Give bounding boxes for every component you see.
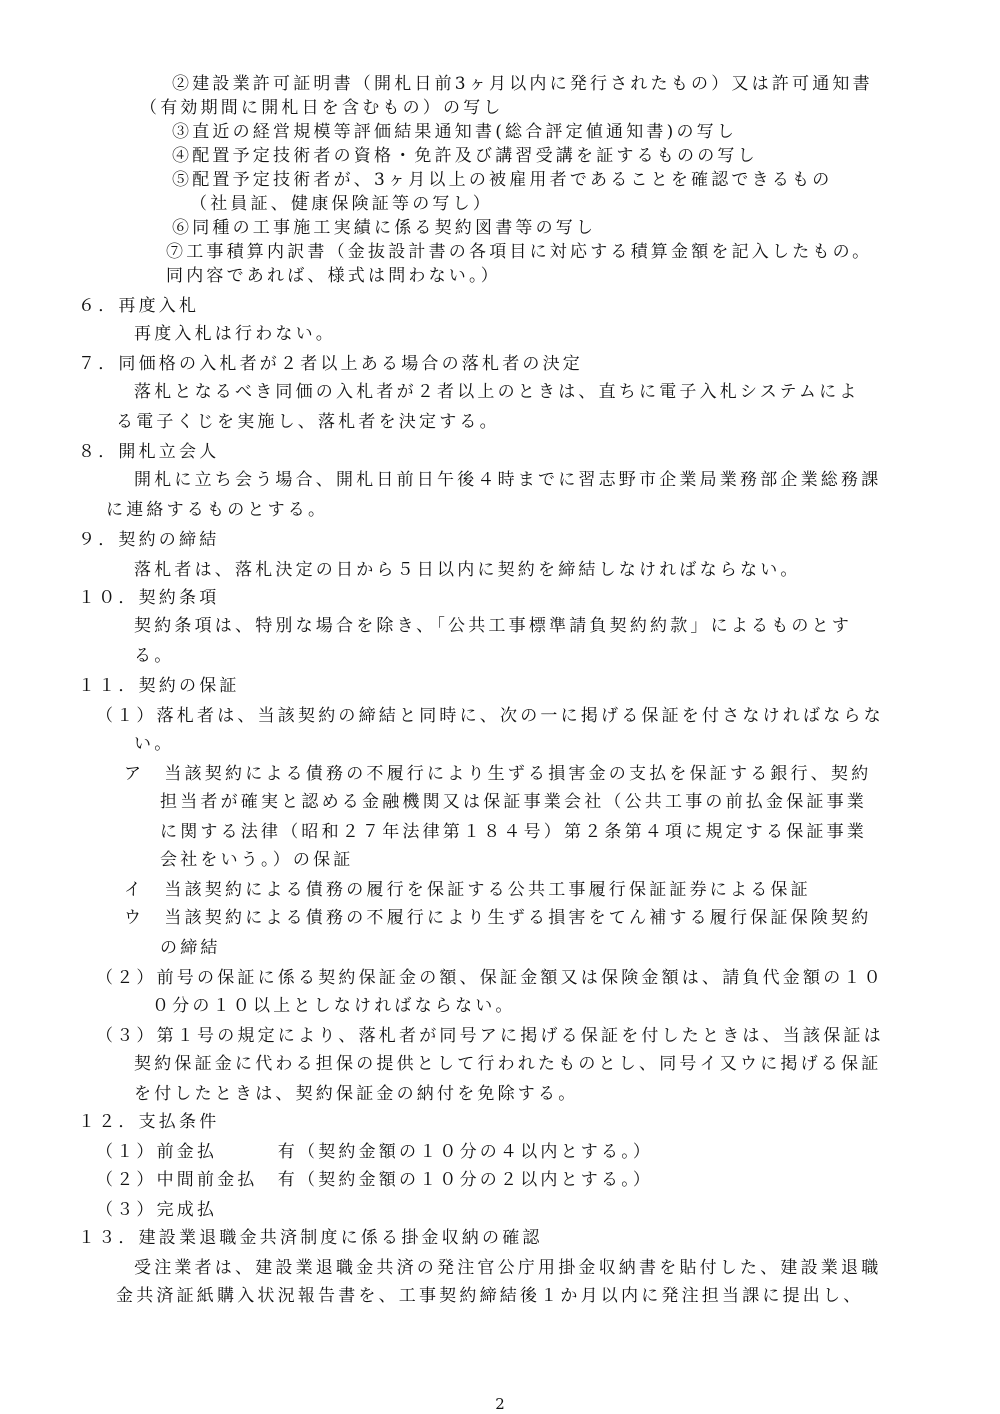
text-line: る電子くじを実施し、落札者を決定する。 (116, 412, 500, 432)
text-line: ０分の１０以上としなければならない。 (152, 996, 516, 1016)
text-line: 再度入札は行わない。 (134, 324, 336, 344)
text-line: 開札に立ち会う場合、開札日前日午後４時までに習志野市企業局業務部企業総務課 (134, 470, 882, 490)
text-line: ⑤配置予定技術者が、3ヶ月以上の被雇用者であることを確認できるもの (172, 170, 833, 190)
text-line: （２）前号の保証に係る契約保証金の額、保証金額又は保険金額は、請負代金額の１０ (96, 968, 884, 988)
text-line: （社員証、健康保険証等の写し） (190, 194, 493, 214)
text-line: （１）落札者は、当該契約の締結と同時に、次の一に掲げる保証を付さなければならな (96, 706, 884, 726)
text-line: 同内容であれば、様式は問わない。） (166, 266, 501, 286)
text-line: イ 当該契約による債務の履行を保証する公共工事履行保証証券による保証 (124, 880, 811, 900)
section-heading: ７．同価格の入札者が２者以上ある場合の落札者の決定 (78, 354, 583, 374)
text-line: ②建設業許可証明書（開札日前3ヶ月以内に発行されたもの）又は許可通知書 (172, 74, 873, 94)
section-heading: ８．開札立会人 (78, 442, 220, 462)
text-line: る。 (134, 646, 175, 666)
text-line: を付したときは、契約保証金の納付を免除する。 (134, 1084, 579, 1104)
text-line: （２）中間前金払 有（契約金額の１０分の２以内とする。） (96, 1170, 654, 1190)
text-line: に連絡するものとする。 (106, 500, 329, 520)
text-line: い。 (134, 734, 175, 754)
text-line: 契約保証金に代わる担保の提供として行われたものとし、同号イ又ウに掲げる保証 (134, 1054, 882, 1074)
text-line: 受注業者は、建設業退職金共済の発注官公庁用掛金収納書を貼付した、建設業退職 (134, 1258, 882, 1278)
page-number: 2 (495, 1395, 505, 1413)
text-line: ウ 当該契約による債務の不履行により生ずる損害をてん補する履行保証保険契約 (124, 908, 872, 928)
section-heading: １１．契約の保証 (78, 676, 240, 696)
text-line: 金共済証紙購入状況報告書を、工事契約締結後１か月以内に発注担当課に提出し、 (116, 1286, 864, 1306)
text-line: 会社をいう。）の保証 (160, 850, 354, 870)
section-heading: １３．建設業退職金共済制度に係る掛金収納の確認 (78, 1228, 543, 1248)
text-line: （３）第１号の規定により、落札者が同号アに掲げる保証を付したときは、当該保証は (96, 1026, 884, 1046)
text-line: 担当者が確実と認める金融機関又は保証事業会社（公共工事の前払金保証事業 (160, 792, 867, 812)
text-line: に関する法律（昭和２７年法律第１８４号）第２条第４項に規定する保証事業 (160, 822, 867, 842)
section-heading: ６．再度入札 (78, 296, 200, 316)
text-line: （１）前金払 有（契約金額の１０分の４以内とする。） (96, 1142, 654, 1162)
text-line: の締結 (160, 938, 221, 958)
text-line: 落札となるべき同価の入札者が２者以上のときは、直ちに電子入札システムによ (134, 382, 860, 402)
text-line: ⑦工事積算内訳書（金抜設計書の各項目に対応する積算金額を記入したもの。 (166, 242, 873, 262)
text-line: ア 当該契約による債務の不履行により生ずる損害金の支払を保証する銀行、契約 (124, 764, 872, 784)
text-line: 落札者は、落札決定の日から５日以内に契約を締結しなければならない。 (134, 560, 801, 580)
text-line: （３）完成払 (96, 1200, 218, 1220)
section-heading: １２．支払条件 (78, 1112, 220, 1132)
section-heading: ９．契約の締結 (78, 530, 220, 550)
text-line: ④配置予定技術者の資格・免許及び講習受講を証するものの写し (172, 146, 758, 166)
text-line: （有効期間に開札日を含むもの）の写し (140, 98, 504, 118)
text-line: ③直近の経営規模等評価結果通知書(総合評定値通知書)の写し (172, 122, 738, 142)
text-line: 契約条項は、特別な場合を除き、「公共工事標準請負契約約款」によるものとす (134, 616, 853, 636)
text-line: ⑥同種の工事施工実績に係る契約図書等の写し (172, 218, 597, 238)
section-heading: １０．契約条項 (78, 588, 220, 608)
